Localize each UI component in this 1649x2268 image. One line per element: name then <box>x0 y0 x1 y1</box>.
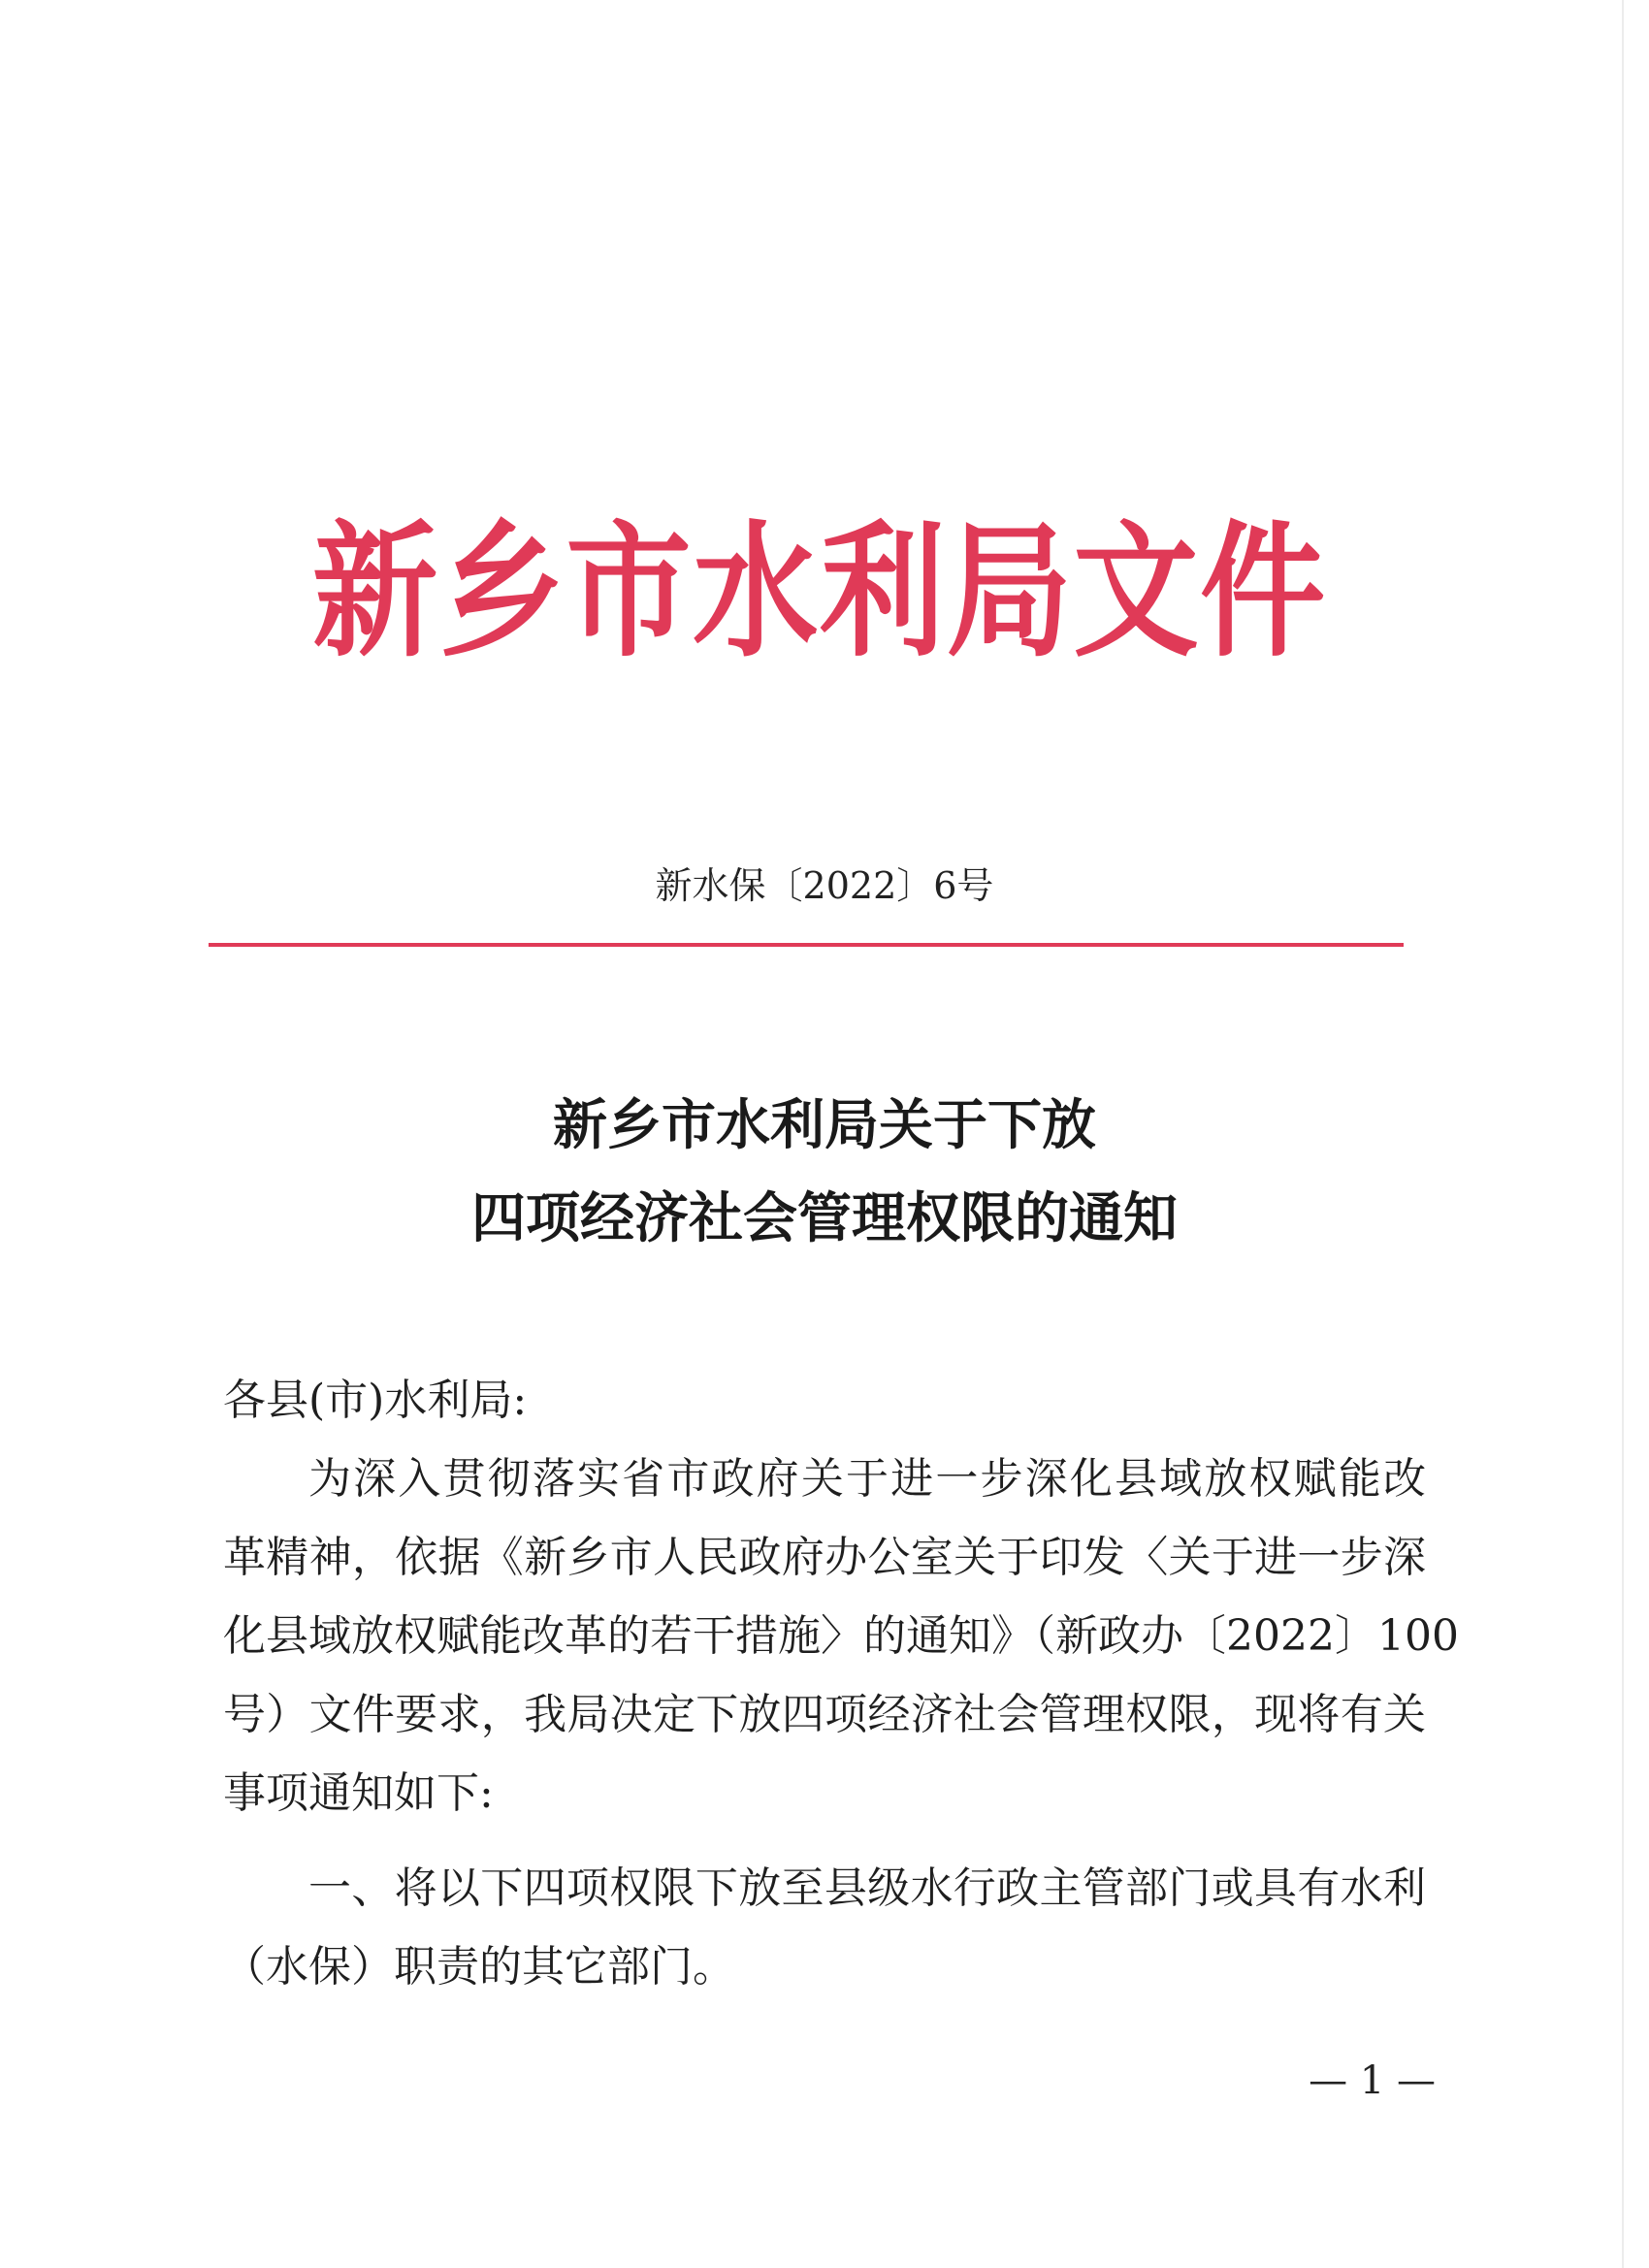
page-edge-shadow <box>1622 0 1624 2268</box>
body-line: 为深入贯彻落实省市政府关于进一步深化县域放权赋能改 <box>308 1454 1426 1504</box>
page-number: — 1 — <box>1309 2058 1436 2103</box>
notice-title-line-1: 新乡市水利局关于下放 <box>553 1093 1096 1157</box>
red-separator-line <box>209 943 1404 947</box>
body-line: 一、将以下四项权限下放至县级水行政主管部门或具有水利 <box>308 1863 1426 1913</box>
body-line: 号）文件要求，我局决定下放四项经济社会管理权限，现将有关 <box>223 1690 1426 1739</box>
body-line: 化县域放权赋能改革的若干措施〉的通知》（新政办〔2022〕100 <box>223 1611 1459 1661</box>
salutation: 各县(市)水利局: <box>223 1376 528 1425</box>
notice-title-line-2: 四项经济社会管理权限的通知 <box>471 1186 1178 1250</box>
red-header-title: 新乡市水利局文件 <box>312 506 1327 677</box>
body-line: （水保）职责的其它部门。 <box>223 1942 735 1992</box>
body-line: 革精神，依据《新乡市人民政府办公室关于印发〈关于进一步深 <box>223 1533 1426 1582</box>
body-line: 事项通知如下: <box>223 1768 494 1818</box>
document-number: 新水保〔2022〕6号 <box>655 864 994 907</box>
